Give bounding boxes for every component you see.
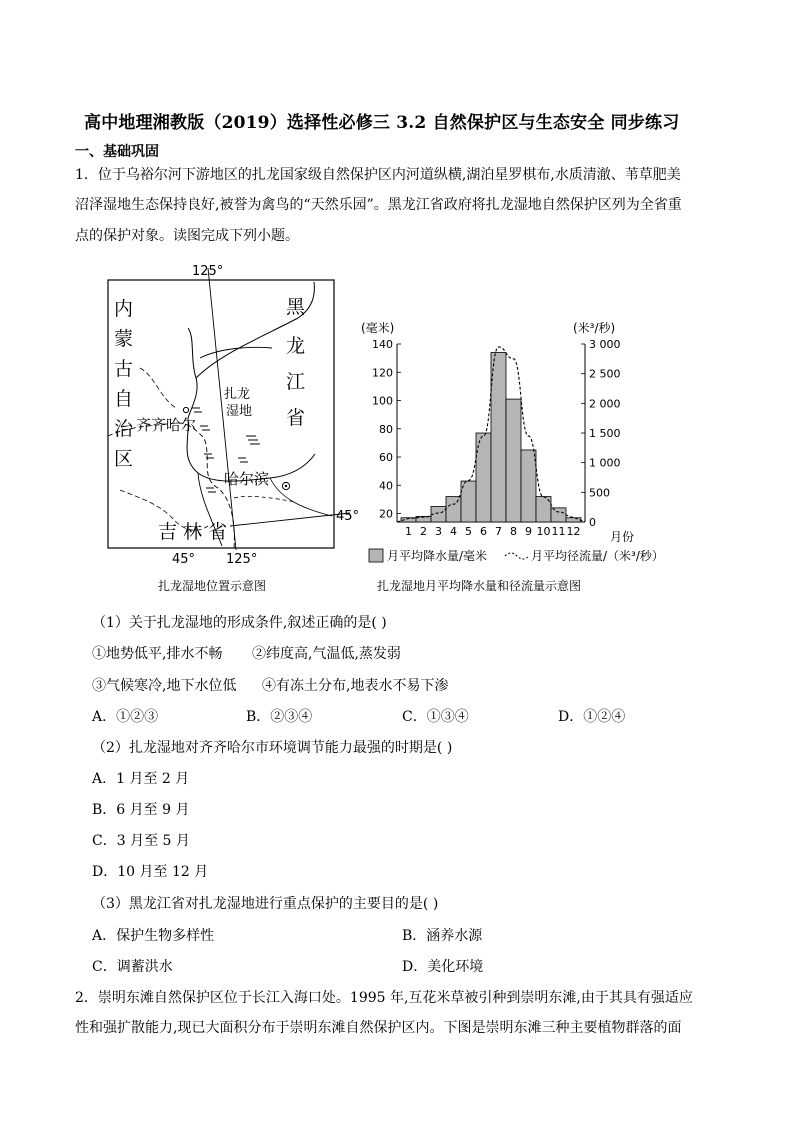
chart-tick-label-right: 2 000 <box>589 397 621 411</box>
region-left-char: 自 <box>114 388 134 410</box>
chart-month-label: 11 <box>551 525 566 538</box>
sub1-option-d[interactable]: D．①②④ <box>558 709 626 725</box>
section-heading: 一、基础巩固 <box>75 144 159 160</box>
chart-month-label: 12 <box>566 525 581 538</box>
chart-tick-label-left: 120 <box>372 366 393 380</box>
chart-tick-label-left: 100 <box>372 394 393 408</box>
sub2-option-d[interactable]: D．10 月至 12 月 <box>92 864 209 880</box>
city-qiqihar: 齐齐哈尔 <box>136 416 197 434</box>
sub1-option-c[interactable]: C．①③④ <box>402 709 469 725</box>
chart-month-label: 7 <box>495 525 502 538</box>
chart-tick-label-right: 500 <box>589 486 610 500</box>
region-right-char: 龙 <box>286 335 306 357</box>
chart-month-label: 9 <box>525 525 532 538</box>
sub3-option-c[interactable]: C．调蓄洪水 <box>92 959 173 975</box>
legend-runoff: 月平均径流量/（米³/秒） <box>531 549 664 563</box>
map-lat-bottom: 45° <box>172 552 196 567</box>
chart-tick-label-left: 40 <box>379 479 393 493</box>
city-harbin: 哈尔滨 <box>224 470 270 488</box>
map-lat-right: 45° <box>336 509 360 524</box>
sub1-option-b[interactable]: B．②③④ <box>246 709 313 725</box>
region-left-char: 内 <box>114 298 134 320</box>
region-left-char: 区 <box>114 448 134 470</box>
chart-tick-label-left: 60 <box>379 451 393 465</box>
chart-tick-label-right: 2 500 <box>589 367 621 381</box>
region-right-char: 黑 <box>286 296 306 318</box>
sub3-stem: （3）黑龙江省对扎龙湿地进行重点保护的主要目的是( ) <box>92 896 439 912</box>
precip-bar <box>521 450 536 522</box>
legend-precip: 月平均降水量/毫米 <box>387 549 488 563</box>
chart-month-label: 1 <box>405 525 412 538</box>
chart-ylabel-left: (毫米) <box>361 321 395 335</box>
wetland-label: 扎龙 <box>224 387 251 402</box>
chart-tick-label-right: 3 000 <box>589 338 621 351</box>
sub2-option-a[interactable]: A．1 月至 2 月 <box>92 771 190 787</box>
sub2-option-c[interactable]: C．3 月至 5 月 <box>92 833 190 849</box>
chart-caption: 扎龙湿地月平均降水量和径流量示意图 <box>377 579 582 593</box>
chart-month-label: 3 <box>435 525 442 538</box>
chart-month-label: 2 <box>420 525 427 538</box>
precip-bar <box>551 508 566 522</box>
precip-bar <box>446 497 461 522</box>
sub3-option-b[interactable]: B．涵养水源 <box>402 928 483 944</box>
chart-tick-label-right: 0 <box>589 516 596 529</box>
precip-bar <box>566 518 581 522</box>
sub2-stem: （2）扎龙湿地对齐齐哈尔市环境调节能力最强的时期是( ) <box>92 740 453 756</box>
sub1-statement-4: ④有冻土分布,地表水不易下渗 <box>262 678 449 694</box>
sub1-statement-3: ③气候寒冷,地下水位低 <box>92 678 237 694</box>
sub3-option-d[interactable]: D．美化环境 <box>402 959 484 975</box>
sub1-statement-2: ②纬度高,气温低,蒸发弱 <box>252 646 401 662</box>
sub1-option-a[interactable]: A．①②③ <box>92 709 159 725</box>
precip-bar <box>491 352 506 522</box>
page-title: 高中地理湘教版（2019）选择性必修三 3.2 自然保护区与生态安全 同步练习 <box>84 113 680 133</box>
map-lon-bottom: 125° <box>226 552 258 567</box>
chart-tick-label-right: 1 000 <box>589 456 621 470</box>
location-map <box>100 258 370 568</box>
wetland-label: 湿地 <box>226 404 253 419</box>
chart-tick-label-left: 80 <box>379 422 393 436</box>
chart-tick-label-left: 20 <box>379 507 393 521</box>
map-caption: 扎龙湿地位置示意图 <box>158 579 267 593</box>
precip-runoff-chart <box>355 316 675 566</box>
region-right-char: 江 <box>286 371 306 393</box>
region-left-char: 治 <box>114 418 134 440</box>
sub3-option-a[interactable]: A．保护生物多样性 <box>92 928 215 944</box>
sub1-stem: （1）关于扎龙湿地的形成条件,叙述正确的是( ) <box>92 615 387 631</box>
q2-line2: 性和强扩散能力,现已大面积分布于崇明东滩自然保护区内。下图是崇明东滩三种主要植物群落的面 <box>75 1020 682 1036</box>
chart-tick-label-right: 1 500 <box>589 427 621 440</box>
precip-bar <box>506 399 521 522</box>
chart-ylabel-right: (米³/秒) <box>573 321 616 335</box>
region-bottom: 吉 林 省 <box>158 521 228 543</box>
region-right-char: 省 <box>286 407 306 429</box>
chart-month-label: 8 <box>510 525 517 538</box>
legend-bar-swatch <box>369 549 383 562</box>
legend-line-swatch <box>505 553 529 559</box>
q1-intro-line2: 沼泽湿地生态保持良好,被誉为禽鸟的“天然乐园”。黑龙江省政府将扎龙湿地自然保护区列为全省重 <box>75 197 682 213</box>
q1-intro-line1: 1．位于乌裕尔河下游地区的扎龙国家级自然保护区内河道纵横,湖泊星罗棋布,水质清澈、苇草肥美 <box>75 167 681 183</box>
chart-xlabel: 月份 <box>610 530 635 544</box>
region-left-char: 蒙 <box>114 328 134 350</box>
region-left-char: 古 <box>114 358 134 380</box>
chart-month-label: 5 <box>465 525 472 538</box>
map-lon-top: 125° <box>192 264 224 279</box>
chart-tick-label-left: 140 <box>372 338 393 351</box>
q2-line1: 2．崇明东滩自然保护区位于长江入海口处。1995 年,互花米草被引种到崇明东滩,由于其具有强适应 <box>75 990 693 1006</box>
chart-month-label: 4 <box>450 525 457 538</box>
chart-month-label: 10 <box>536 525 551 538</box>
sub1-statement-1: ①地势低平,排水不畅 <box>92 646 223 662</box>
sub2-option-b[interactable]: B．6 月至 9 月 <box>92 802 190 818</box>
q1-intro-line3: 点的保护对象。读图完成下列小题。 <box>75 228 299 244</box>
chart-month-label: 6 <box>480 525 487 538</box>
